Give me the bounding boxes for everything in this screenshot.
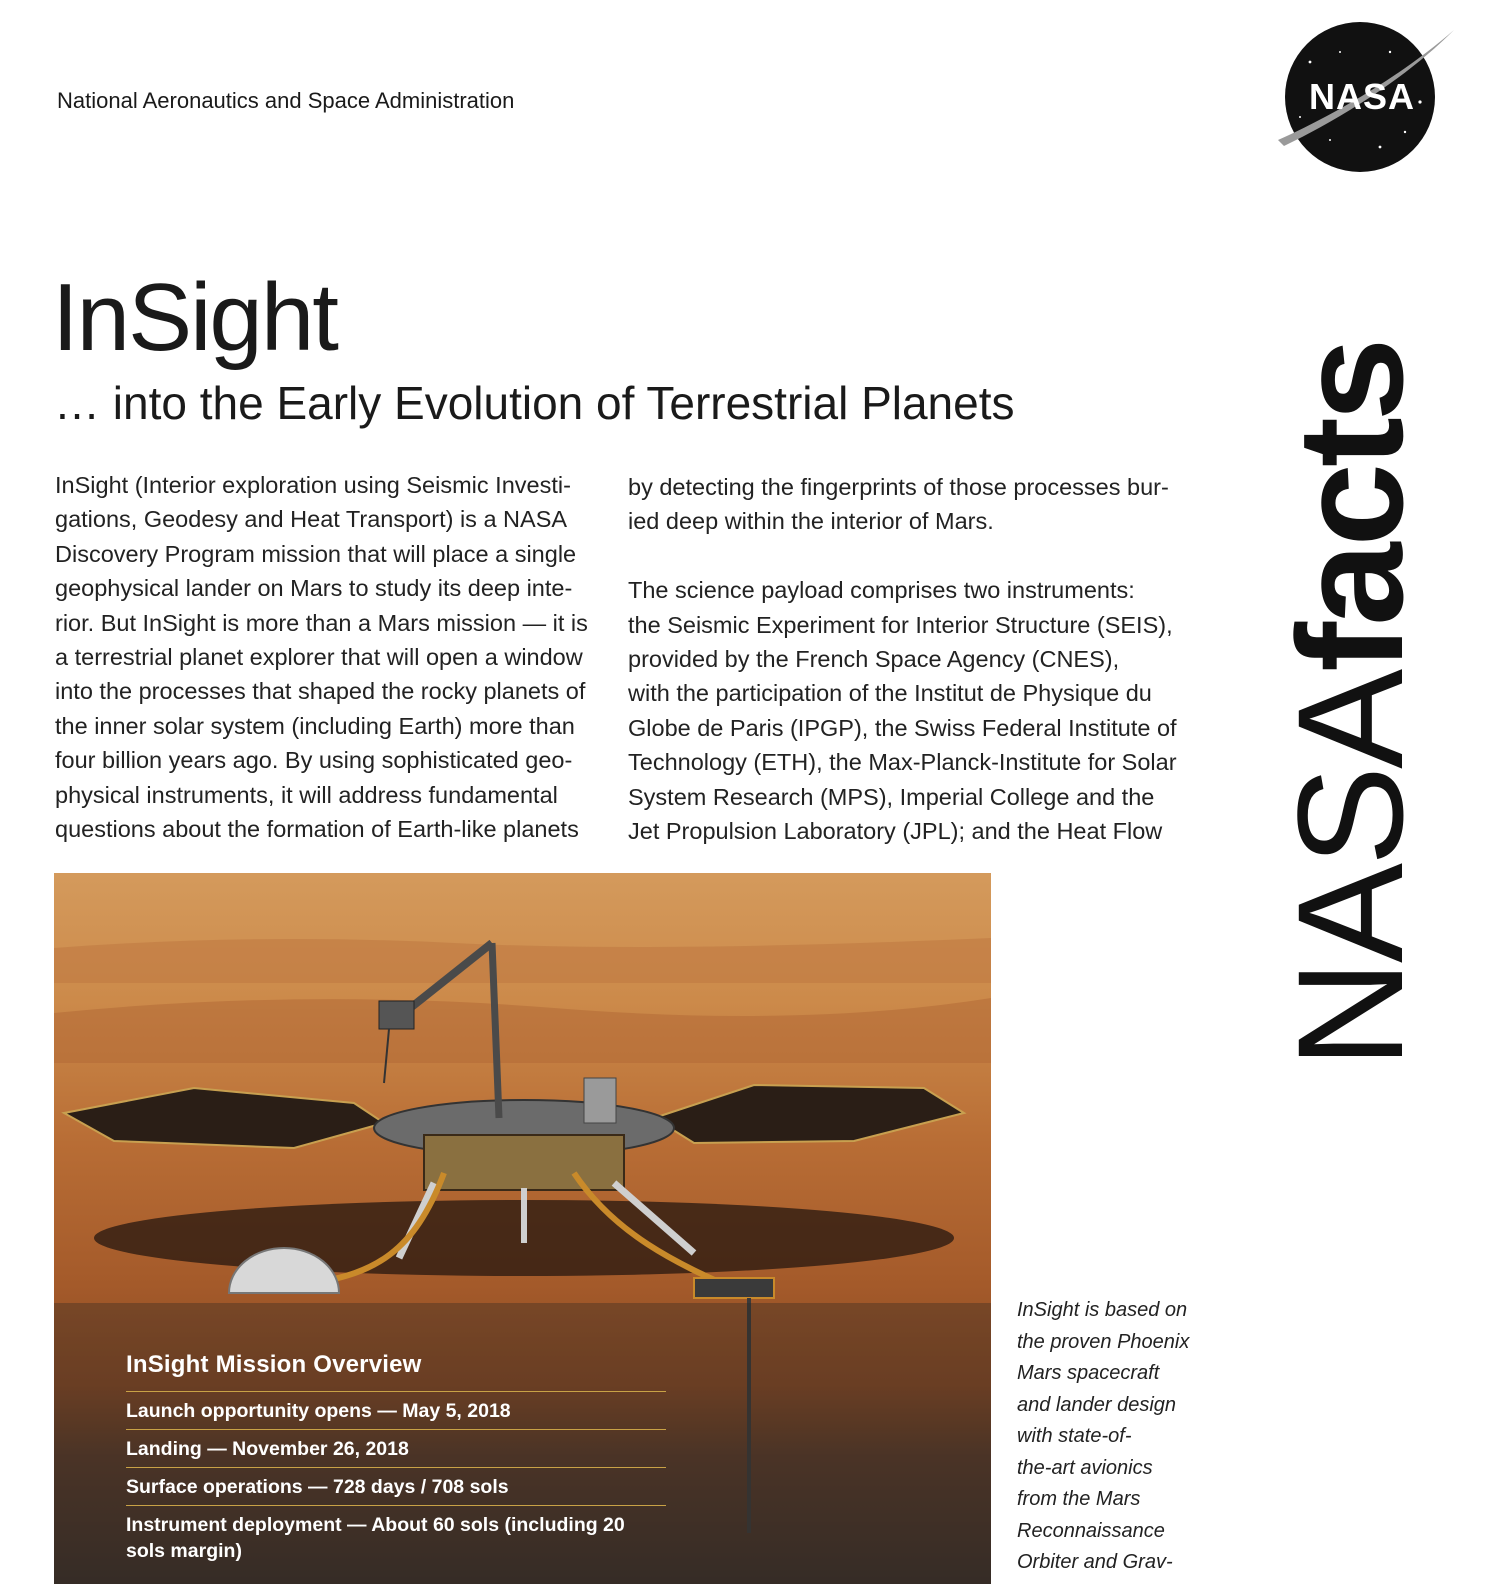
body-line: gations, Geodesy and Heat Transport) is a NASA — [55, 506, 568, 533]
body-line: four billion years ago. By using sophisticated geo- — [55, 747, 573, 774]
body-line: into the processes that shaped the rocky planets of — [55, 678, 586, 705]
caption-line: Mars spacecraft — [1017, 1362, 1160, 1384]
caption-line: Orbiter and Grav- — [1017, 1551, 1173, 1573]
mission-overview-panel — [126, 1351, 666, 1569]
caption-line: and lander design — [1017, 1393, 1177, 1416]
logo-text: NASA — [1308, 76, 1416, 117]
nasa-facts-banner — [1266, 341, 1434, 1069]
body-line: a terrestrial planet explorer that will open a window — [55, 644, 583, 671]
caption-line: from the Mars — [1017, 1488, 1141, 1510]
left-solar-panel — [64, 1088, 384, 1148]
caption-line: the proven Phoenix — [1017, 1330, 1190, 1353]
body-column-2 — [628, 470, 1188, 848]
body-line: by detecting the fingerprints of those processes bur- — [628, 474, 1169, 500]
body-line: questions about the formation of Earth-like planets — [55, 816, 579, 843]
banner-facts: facts — [1266, 341, 1434, 672]
page-subtitle: … into the Early Evolution of Terrestrial Planets — [54, 377, 1015, 429]
page-title: InSight — [52, 264, 337, 371]
body-line: physical instruments, it will address fundamental — [55, 781, 558, 808]
body-line: rior. But InSight is more than a Mars mission — it is — [55, 609, 588, 636]
body-line: Discovery Program mission that will place a single — [55, 540, 577, 567]
caption-line: InSight is based on — [1017, 1299, 1188, 1321]
body-line: System Research (MPS), Imperial College and the — [628, 783, 1155, 810]
right-solar-panel — [654, 1085, 964, 1143]
insight-lander-illustration — [54, 873, 991, 1584]
overview-item: Instrument deployment — About 60 sols (including 20 sols margin) — [126, 1505, 666, 1569]
overview-item: Surface operations — 728 days / 708 sols — [126, 1467, 666, 1505]
body-line: Technology (ETH), the Max-Planck-Institute for Solar — [628, 749, 1177, 776]
caption-line: with state-of- — [1017, 1425, 1132, 1447]
body-line: ied deep within the interior of Mars. — [628, 508, 994, 535]
overview-item: Landing — November 26, 2018 — [126, 1429, 666, 1467]
body-line: with the participation of the Institut de Physique du — [628, 680, 1152, 707]
body-line: InSight (Interior exploration using Seismic Investi- — [55, 472, 571, 498]
body-line: Jet Propulsion Laboratory (JPL); and the Heat Flow — [628, 818, 1163, 845]
overview-item: Launch opportunity opens — May 5, 2018 — [126, 1391, 666, 1429]
image-caption — [1017, 1295, 1197, 1579]
body-line: provided by the French Space Agency (CNES), — [628, 646, 1120, 673]
nasa-meatball-logo — [1270, 22, 1460, 177]
overview-title: InSight Mission Overview — [126, 1351, 422, 1378]
agency-name: National Aeronautics and Space Administration — [57, 88, 515, 113]
caption-line: Reconnaissance — [1017, 1519, 1165, 1542]
body-line: the Seismic Experiment for Interior Structure (SEIS), — [628, 611, 1173, 638]
body-line: the inner solar system (including Earth) more than — [55, 712, 575, 739]
body-line: Globe de Paris (IPGP), the Swiss Federal Institute of — [628, 714, 1177, 741]
banner-nasa: NASA — [1266, 671, 1434, 1069]
body-line: geophysical lander on Mars to study its deep inte- — [55, 575, 573, 602]
caption-line: the-art avionics — [1017, 1456, 1153, 1479]
body-line: The science payload comprises two instruments: — [628, 577, 1135, 604]
body-column-1 — [55, 468, 595, 846]
